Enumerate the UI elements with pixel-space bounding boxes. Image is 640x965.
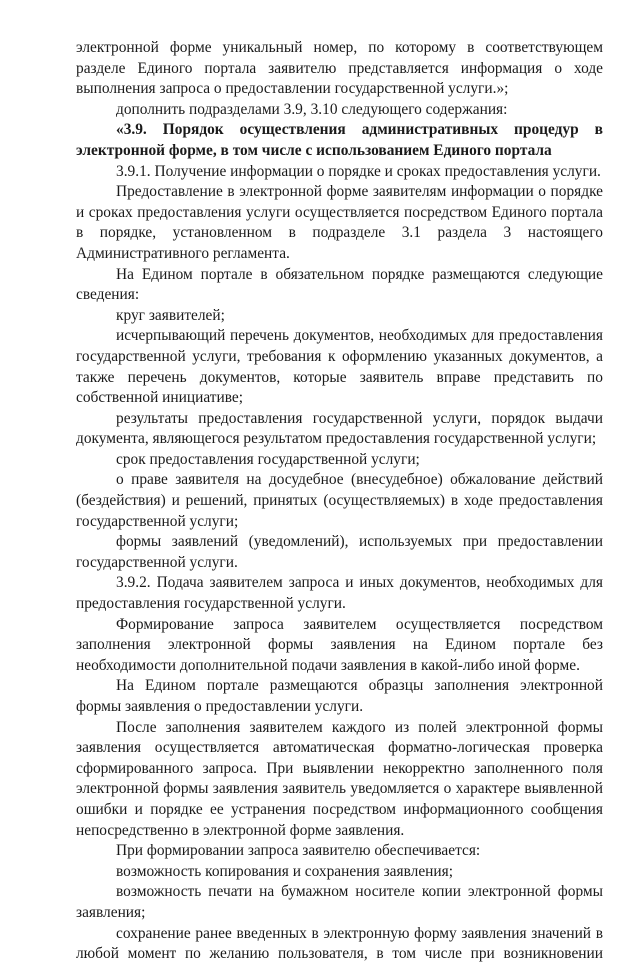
list-item: о праве заявителя на досудебное (внесудебное) обжалование действий (бездействия) и решений, принятых (осуществляемых) в ходе предоставления государственной услуги;: [76, 471, 603, 530]
list-item: срок предоставления государственной услуги;: [116, 450, 420, 468]
list-item: исчерпывающий перечень документов, необходимых для предоставления государственной услуги, требования к оформлению указанных документов, а также перечень документов, которые заявитель вправе представить по собственной инициативе;: [76, 327, 603, 407]
paragraph-amendment-intro: дополнить подразделами 3.9, 3.10 следующего содержания:: [116, 100, 508, 118]
paragraph: При формировании запроса заявителю обеспечивается:: [116, 842, 481, 860]
list-item: формы заявлений (уведомлений), используемых при предоставлении государственной услуги.: [76, 533, 603, 571]
document-page: [76, 38, 603, 965]
list-item: сохранение ранее введенных в электронную форму заявления значений в любой момент по желанию пользователя, в том числе при возникновении: [76, 924, 603, 963]
paragraph: Предоставление в электронной форме заявителям информации о порядке и сроках предоставления услуги осуществляется посредством Единого портала в порядке, установленном в подразделе 3.1 раздела 3 настоящего Административного регламента.: [76, 183, 603, 262]
list-item: результаты предоставления государственной услуги, порядок выдачи документа, являющегося результатом предоставления государственной услуги;: [76, 409, 603, 448]
paragraph-continuation: электронной форме уникальный номер, по которому в соответствующем разделе Единого портала заявителю представляется информация о ходе выполнения запроса о предоставлении государственной услуги.»;: [76, 39, 603, 98]
list-item: возможность копирования и сохранения заявления;: [116, 862, 453, 880]
subsection-heading-3-9-1: 3.9.1. Получение информации о порядке и сроках предоставления услуги.: [116, 162, 601, 180]
subsection-heading-3-9-2: 3.9.2. Подача заявителем запроса и иных документов, необходимых для предоставления государственной услуги.: [76, 574, 603, 613]
paragraph: На Едином портале в обязательном порядке размещаются следующие сведения:: [76, 265, 603, 304]
paragraph: После заполнения заявителем каждого из полей электронной формы заявления осуществляется автоматическая форматно-логическая проверка сформированного запроса. При выявлении некорректно заполненного поля электронной формы заявления заявитель уведомляется о характере выявленной ошибки и порядке ее устранения посредством информационного сообщения непосредственно в электронной форме заявления.: [76, 718, 603, 839]
paragraph: Формирование запроса заявителем осуществляется посредством заполнения электронной формы заявления на Едином портале без необходимости дополнительной подачи заявления в какой-либо иной форме.: [76, 615, 603, 674]
list-item: возможность печати на бумажном носителе копии электронной формы заявления;: [76, 883, 603, 921]
section-heading-3-9: «3.9. Порядок осуществления административных процедур в электронной форме, в том числе с использованием Единого портала: [76, 121, 603, 159]
list-item: круг заявителей;: [116, 306, 225, 324]
paragraph: На Едином портале размещаются образцы заполнения электронной формы заявления о предоставлении услуги.: [76, 677, 603, 715]
